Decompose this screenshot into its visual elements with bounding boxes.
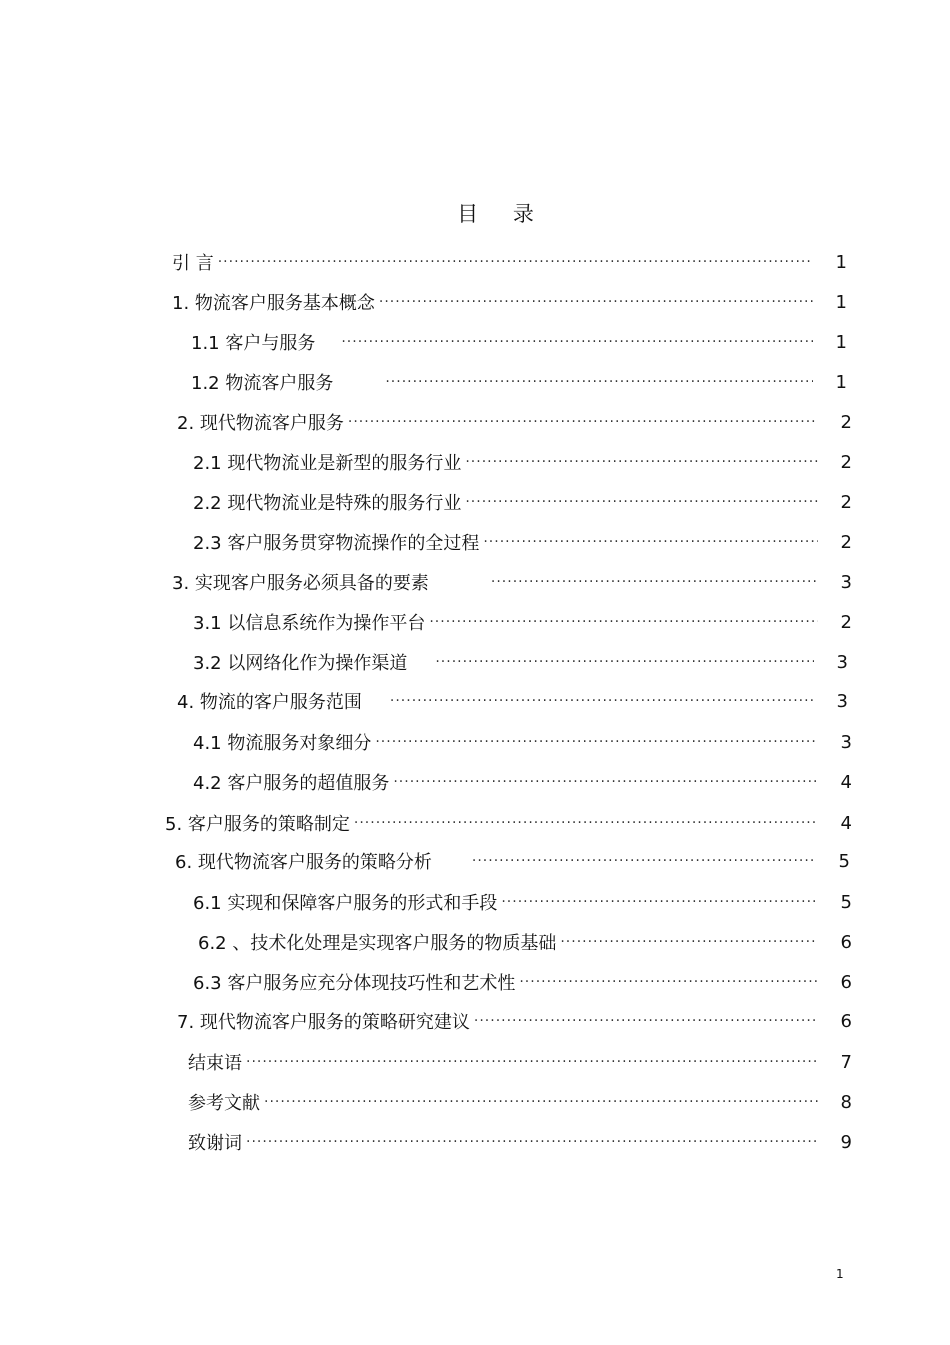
toc-entry-label: 1.1 客户与服务 bbox=[191, 333, 316, 354]
toc-entry-page: 1 bbox=[835, 291, 847, 313]
toc-entry-page: 2 bbox=[840, 491, 852, 513]
toc-entry-page: 6 bbox=[840, 1010, 852, 1032]
toc-dot-leader bbox=[560, 934, 818, 950]
toc-dot-leader bbox=[435, 654, 814, 670]
toc-entry-page: 1 bbox=[835, 251, 847, 273]
toc-entry-page: 5 bbox=[838, 850, 850, 872]
toc-entry-label: 4.1 物流服务对象细分 bbox=[193, 733, 372, 754]
toc-entry-label: 致谢词 bbox=[188, 1133, 242, 1154]
toc-dot-leader bbox=[483, 534, 818, 550]
toc-entry-label: 2.3 客户服务贯穿物流操作的全过程 bbox=[193, 533, 480, 554]
toc-dot-leader bbox=[385, 374, 813, 390]
toc-entry-label: 6.3 客户服务应充分体现技巧性和艺术性 bbox=[193, 973, 516, 994]
toc-entry[interactable] bbox=[188, 1047, 852, 1077]
toc-dot-leader bbox=[218, 254, 813, 270]
toc-entry-label: 2.2 现代物流业是特殊的服务行业 bbox=[193, 493, 462, 514]
toc-entry[interactable] bbox=[193, 607, 852, 637]
toc-entry-label: 结束语 bbox=[188, 1053, 242, 1074]
toc-entry-label: 6.2 、技术化处理是实现客户服务的物质基础 bbox=[198, 933, 557, 954]
toc-entry-label: 1.2 物流客户服务 bbox=[191, 373, 334, 394]
toc-dot-leader bbox=[246, 1054, 818, 1070]
toc-entry-label: 6. 现代物流客户服务的策略分析 bbox=[175, 852, 432, 873]
toc-entry[interactable] bbox=[177, 686, 848, 716]
toc-entry-page: 3 bbox=[836, 690, 848, 712]
toc-dot-leader bbox=[501, 894, 818, 910]
toc-entry-page: 6 bbox=[840, 971, 852, 993]
toc-entry-label: 5. 客户服务的策略制定 bbox=[165, 814, 350, 835]
toc-entry-label: 4.2 客户服务的超值服务 bbox=[193, 773, 390, 794]
toc-dot-leader bbox=[375, 734, 818, 750]
toc-entry-page: 2 bbox=[840, 411, 852, 433]
toc-entry-page: 5 bbox=[840, 891, 852, 913]
toc-entry-label: 2.1 现代物流业是新型的服务行业 bbox=[193, 453, 462, 474]
toc-entry[interactable] bbox=[177, 407, 852, 437]
toc-dot-leader bbox=[390, 693, 814, 709]
toc-entry[interactable] bbox=[193, 887, 852, 917]
toc-entry[interactable] bbox=[172, 567, 852, 597]
toc-entry-page: 7 bbox=[840, 1051, 852, 1073]
toc-dot-leader bbox=[472, 853, 816, 869]
toc-entry-label: 4. 物流的客户服务范围 bbox=[177, 692, 362, 713]
toc-dot-leader bbox=[246, 1134, 818, 1150]
toc-entry[interactable] bbox=[172, 287, 847, 317]
toc-entry[interactable] bbox=[193, 767, 852, 797]
toc-entry[interactable] bbox=[193, 727, 852, 757]
toc-entry[interactable] bbox=[198, 927, 852, 957]
toc-dot-leader bbox=[465, 494, 818, 510]
toc-entry-page: 8 bbox=[840, 1091, 852, 1113]
toc-entry-label: 参考文献 bbox=[188, 1093, 260, 1114]
toc-entry-page: 4 bbox=[840, 771, 852, 793]
toc-entry-label: 1. 物流客户服务基本概念 bbox=[172, 293, 375, 314]
toc-dot-leader bbox=[354, 815, 818, 831]
toc-dot-leader bbox=[379, 294, 813, 310]
toc-entry-label: 3. 实现客户服务必须具备的要素 bbox=[172, 573, 429, 594]
toc-entry[interactable] bbox=[193, 527, 852, 557]
toc-entry-page: 2 bbox=[840, 531, 852, 553]
toc-entry-label: 2. 现代物流客户服务 bbox=[177, 413, 344, 434]
toc-entry[interactable] bbox=[172, 247, 847, 277]
toc-entry[interactable] bbox=[193, 487, 852, 517]
toc-entry-page: 1 bbox=[835, 331, 847, 353]
toc-entry[interactable] bbox=[165, 808, 852, 838]
toc-entry-page: 3 bbox=[836, 651, 848, 673]
toc-dot-leader bbox=[519, 974, 818, 990]
page-number: 1 bbox=[836, 1267, 844, 1281]
toc-entry-page: 6 bbox=[840, 931, 852, 953]
toc-entry-page: 1 bbox=[835, 371, 847, 393]
toc-entry-page: 3 bbox=[840, 731, 852, 753]
toc-dot-leader bbox=[429, 614, 818, 630]
toc-dot-leader bbox=[264, 1094, 818, 1110]
toc-dot-leader bbox=[393, 774, 818, 790]
toc-entry-page: 4 bbox=[840, 812, 852, 834]
toc-dot-leader bbox=[348, 414, 818, 430]
toc-entry[interactable] bbox=[193, 447, 852, 477]
toc-dot-leader bbox=[341, 334, 813, 350]
toc-entry[interactable] bbox=[193, 967, 852, 997]
toc-entry-label: 3.1 以信息系统作为操作平台 bbox=[193, 613, 426, 634]
toc-entry[interactable] bbox=[175, 846, 850, 876]
toc-entry-page: 3 bbox=[840, 571, 852, 593]
toc-dot-leader bbox=[491, 574, 818, 590]
toc-entry[interactable] bbox=[193, 647, 848, 677]
toc-entry[interactable] bbox=[191, 367, 847, 397]
toc-entry[interactable] bbox=[177, 1006, 852, 1036]
toc-entry-label: 3.2 以网络化作为操作渠道 bbox=[193, 653, 408, 674]
toc-title: 目 录 bbox=[457, 202, 548, 226]
toc-dot-leader bbox=[474, 1013, 818, 1029]
toc-entry-page: 2 bbox=[840, 451, 852, 473]
toc-dot-leader bbox=[465, 454, 818, 470]
toc-entry-label: 6.1 实现和保障客户服务的形式和手段 bbox=[193, 893, 498, 914]
toc-entry[interactable] bbox=[188, 1087, 852, 1117]
toc-entry-page: 2 bbox=[840, 611, 852, 633]
toc-entry-label: 7. 现代物流客户服务的策略研究建议 bbox=[177, 1012, 470, 1033]
toc-entry[interactable] bbox=[191, 327, 847, 357]
toc-entry[interactable] bbox=[188, 1127, 852, 1157]
toc-entry-page: 9 bbox=[840, 1131, 852, 1153]
toc-entry-label: 引 言 bbox=[172, 253, 214, 274]
